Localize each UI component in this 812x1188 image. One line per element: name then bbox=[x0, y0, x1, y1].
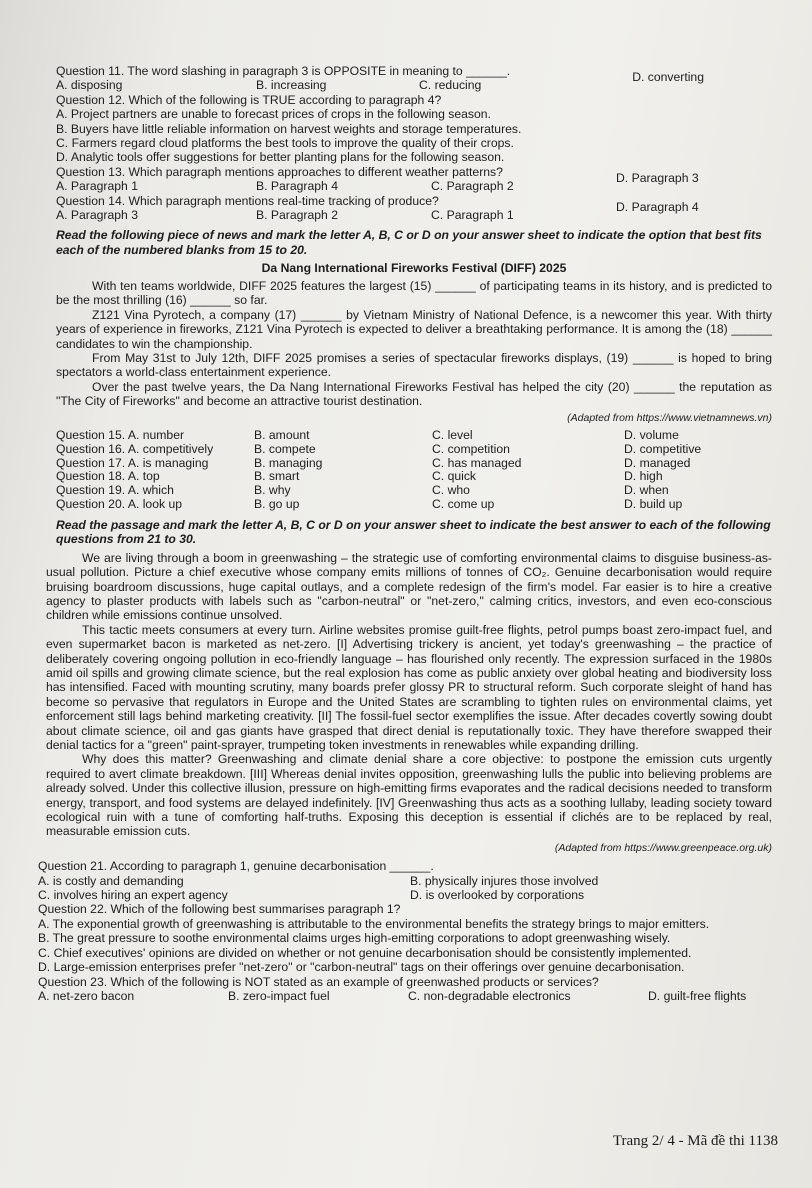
news-title: Da Nang International Fireworks Festival (DIFF) 2025 bbox=[261, 261, 567, 276]
q14-option-d: D. Paragraph 4 bbox=[616, 200, 699, 215]
news-paragraph-2: Z121 Vina Pyrotech, a company (17) ______ by Vietnam Ministry of National Defence, is a newcomer this year. With thirty years of experience in fireworks, Z121 Vina Pyrotech is expected to deliver a breathtaking performance. It is among the (18) ______ candidates to win the championship. bbox=[56, 307, 772, 351]
question-13 bbox=[56, 165, 772, 194]
question-14 bbox=[56, 194, 772, 223]
answer-q17-b: B. managing bbox=[254, 455, 323, 470]
q22-stem: Question 22. Which of the following best summarises paragraph 1? bbox=[38, 902, 401, 917]
news-paragraph-4: Over the past twelve years, the Da Nang International Fireworks Festival has helped the city (20) ______ the reputation as "The City of Fireworks" and become an attractive tourist destination. bbox=[56, 379, 772, 409]
answer-q17-c: C. has managed bbox=[432, 455, 522, 470]
answer-q19-c: C. who bbox=[432, 483, 470, 498]
answer-q15-c: C. level bbox=[432, 427, 473, 442]
q21-option-b: B. physically injures those involved bbox=[410, 873, 599, 888]
q13-option-b: B. Paragraph 4 bbox=[256, 179, 338, 194]
question-11 bbox=[56, 64, 772, 93]
answer-q20-b: B. go up bbox=[254, 496, 300, 511]
q12-option-c: C. Farmers regard cloud platforms the best tools to improve the quality of their crops. bbox=[56, 136, 514, 151]
passage-source: (Adapted from https://www.greenpeace.org.uk) bbox=[554, 841, 772, 854]
q23-option-b: B. zero-impact fuel bbox=[228, 988, 330, 1003]
passage-paragraph-2: This tactic meets consumers at every turn. Airline websites promise guilt-free flights, petrol pumps boast zero-impact fuel, and even supermarket bacon is marketed as net-zero. [I] Advertising trickery is ancient, yet today's greenwashing – the practice of deliberately covering ongoing pollution in eco-friendly language – has flourished only recently. The expression surfaced in the 1980s amid oil spills and growing climate science, but the real explosion has come as public anxiety over global heating and biodiversity loss has intensified. Faced with mounting scrutiny, many boards prefer glossy PR to structural reform. Such corporate sleight of hand has become so pervasive that regulators in Europe and the United States are scrambling to tighten rules on environmental claims, yet enforcement still lags behind marketing creativity. [II] The fossil-fuel sector exemplifies the issue. After decades covertly sowing doubt about climate science, oil and gas giants have grasped that direct denial is reputationally toxic. They have therefore swapped their denial tactics for a "green" paint-sprayer, trumpeting token investments in renewables while expanding drilling. bbox=[46, 622, 772, 752]
q22-option-d: D. Large-emission enterprises prefer "net-zero" or "carbon-neutral" tags on their offerings over genuine decarbonisation. bbox=[38, 960, 685, 975]
question-12 bbox=[56, 93, 772, 165]
q11-option-b: B. increasing bbox=[256, 78, 327, 93]
q21-option-c: C. involves hiring an expert agency bbox=[38, 888, 228, 903]
answer-q18-c: C. quick bbox=[432, 469, 477, 484]
answer-q19-a: Question 19. A. which bbox=[56, 483, 174, 498]
q21-option-d: D. is overlooked by corporations bbox=[410, 888, 585, 903]
news-paragraph-1: With ten teams worldwide, DIFF 2025 features the largest (15) ______ of participating teams in its history, and is predicted to be the most thrilling (16) ______ so far. bbox=[56, 278, 772, 308]
answer-q19-b: B. why bbox=[254, 483, 291, 498]
instructions-15-20: Read the following piece of news and mark the letter A, B, C or D on your answer sheet to indicate the option that best fits each of the numbered blanks from 15 to 20. bbox=[56, 228, 762, 257]
q14-option-a: A. Paragraph 3 bbox=[56, 208, 138, 223]
answer-q15-d: D. volume bbox=[624, 427, 679, 442]
q13-option-d: D. Paragraph 3 bbox=[616, 171, 699, 186]
answer-q20-a: Question 20. A. look up bbox=[56, 496, 183, 511]
q13-option-c: C. Paragraph 2 bbox=[431, 179, 514, 194]
passage-paragraph-1: We are living through a boom in greenwashing – the strategic use of comforting environmental claims to disguise business-as-usual pollution. Picture a chief executive whose company emits millions of tonnes of CO₂. Genuine decarbonisation would require bruising boardroom discussions, huge capital outlays, and a complete redesign of the firm's model. Far easier is to hire a creative agency to plaster products with labels such as "carbon-neutral" or "net-zero," calming critics, investors, and even eco-conscious children while emissions continue unsolved. bbox=[46, 550, 772, 623]
q13-option-a: A. Paragraph 1 bbox=[56, 179, 138, 194]
answer-q17-d: D. managed bbox=[624, 455, 691, 470]
q21-option-a: A. is costly and demanding bbox=[38, 873, 184, 888]
news-paragraph-3: From May 31st to July 12th, DIFF 2025 promises a series of spectacular fireworks displays, (19) ______ is hoped to bring spectators a world-class entertainment experience. bbox=[56, 350, 772, 380]
q12-option-b: B. Buyers have little reliable information on harvest weights and storage temperatures. bbox=[56, 121, 522, 136]
q22-option-a: A. The exponential growth of greenwashing is attributable to the environmental benefits the strategy brings to major emitters. bbox=[38, 916, 710, 931]
news-article bbox=[56, 261, 772, 424]
answer-grid-15-20 bbox=[56, 429, 772, 512]
q11-option-c: C. reducing bbox=[419, 78, 482, 93]
q21-stem: Question 21. According to paragraph 1, genuine decarbonisation ______. bbox=[38, 859, 434, 874]
answer-q16-b: B. compete bbox=[254, 441, 316, 456]
answer-q18-d: D. high bbox=[624, 469, 663, 484]
news-source: (Adapted from https://www.vietnamnews.vn) bbox=[567, 411, 772, 424]
q14-option-b: B. Paragraph 2 bbox=[256, 208, 338, 223]
q23-option-a: A. net-zero bacon bbox=[38, 988, 135, 1003]
answer-q20-c: C. come up bbox=[432, 496, 495, 511]
answer-q15-b: B. amount bbox=[254, 427, 310, 442]
q13-stem: Question 13. Which paragraph mentions approaches to different weather patterns? bbox=[56, 164, 503, 179]
q11-option-d: D. converting bbox=[632, 70, 704, 84]
answer-q18-a: Question 18. A. top bbox=[56, 469, 160, 484]
q11-stem: Question 11. The word slashing in paragraph 3 is OPPOSITE in meaning to ______. bbox=[56, 64, 511, 78]
q23-option-c: C. non-degradable electronics bbox=[408, 988, 571, 1003]
passage-paragraph-3: Why does this matter? Greenwashing and climate denial share a core objective: to postpone the emission cuts urgently required to avert climate breakdown. [III] Whereas denial invites opposition, greenwashing lulls the public into believing problems are already solved. Under this collective illusion, pressure on high-emitting firms evaporates and the radical decisions needed to transform energy, transport, and food systems are delayed indefinitely. [IV] Greenwashing thus acts as a soothing lullaby, leading society toward ecological ruin with a tune of comforting half-truths. Exposing this deception is essential if clichés are to be replaced by real, measurable emission cuts. bbox=[46, 752, 772, 839]
answer-q20-d: D. build up bbox=[624, 496, 683, 511]
answer-q15-a: Question 15. A. number bbox=[56, 427, 185, 442]
reading-passage bbox=[46, 551, 772, 856]
page-footer: Trang 2/ 4 - Mã đề thi 1138 bbox=[612, 1132, 778, 1149]
q12-option-a: A. Project partners are unable to forecast prices of crops in the following season. bbox=[56, 107, 491, 122]
q23-stem: Question 23. Which of the following is NOT stated as an example of greenwashed products or services? bbox=[38, 974, 599, 989]
answer-q19-d: D. when bbox=[624, 483, 669, 498]
answer-q17-a: Question 17. A. is managing bbox=[56, 455, 209, 470]
q12-stem: Question 12. Which of the following is TRUE according to paragraph 4? bbox=[56, 92, 442, 107]
q22-option-b: B. The great pressure to soothe environmental claims urges high-emitting corporations to adopt greenwashing wisely. bbox=[38, 931, 671, 946]
answer-q18-b: B. smart bbox=[254, 469, 300, 484]
q12-option-d: D. Analytic tools offer suggestions for better planting plans for the following season. bbox=[56, 150, 505, 165]
instructions-21-30: Read the passage and mark the letter A, B, C or D on your answer sheet to indicate the best answer to each of the following questions from 21 to 30. bbox=[56, 517, 771, 547]
answer-q16-d: D. competitive bbox=[624, 441, 702, 456]
q22-option-c: C. Chief executives' opinions are divided on whether or not genuine decarbonisation should be consistently implemented. bbox=[38, 945, 692, 960]
q14-option-c: C. Paragraph 1 bbox=[431, 208, 514, 223]
question-23 bbox=[38, 975, 772, 1004]
q14-stem: Question 14. Which paragraph mentions real-time tracking of produce? bbox=[56, 193, 439, 208]
question-21 bbox=[38, 859, 772, 902]
q11-option-a: A. disposing bbox=[56, 78, 123, 93]
question-22 bbox=[38, 902, 772, 974]
q23-option-d: D. guilt-free flights bbox=[648, 988, 747, 1003]
answer-q16-a: Question 16. A. competitively bbox=[56, 441, 214, 456]
answer-q16-c: C. competition bbox=[432, 441, 510, 456]
